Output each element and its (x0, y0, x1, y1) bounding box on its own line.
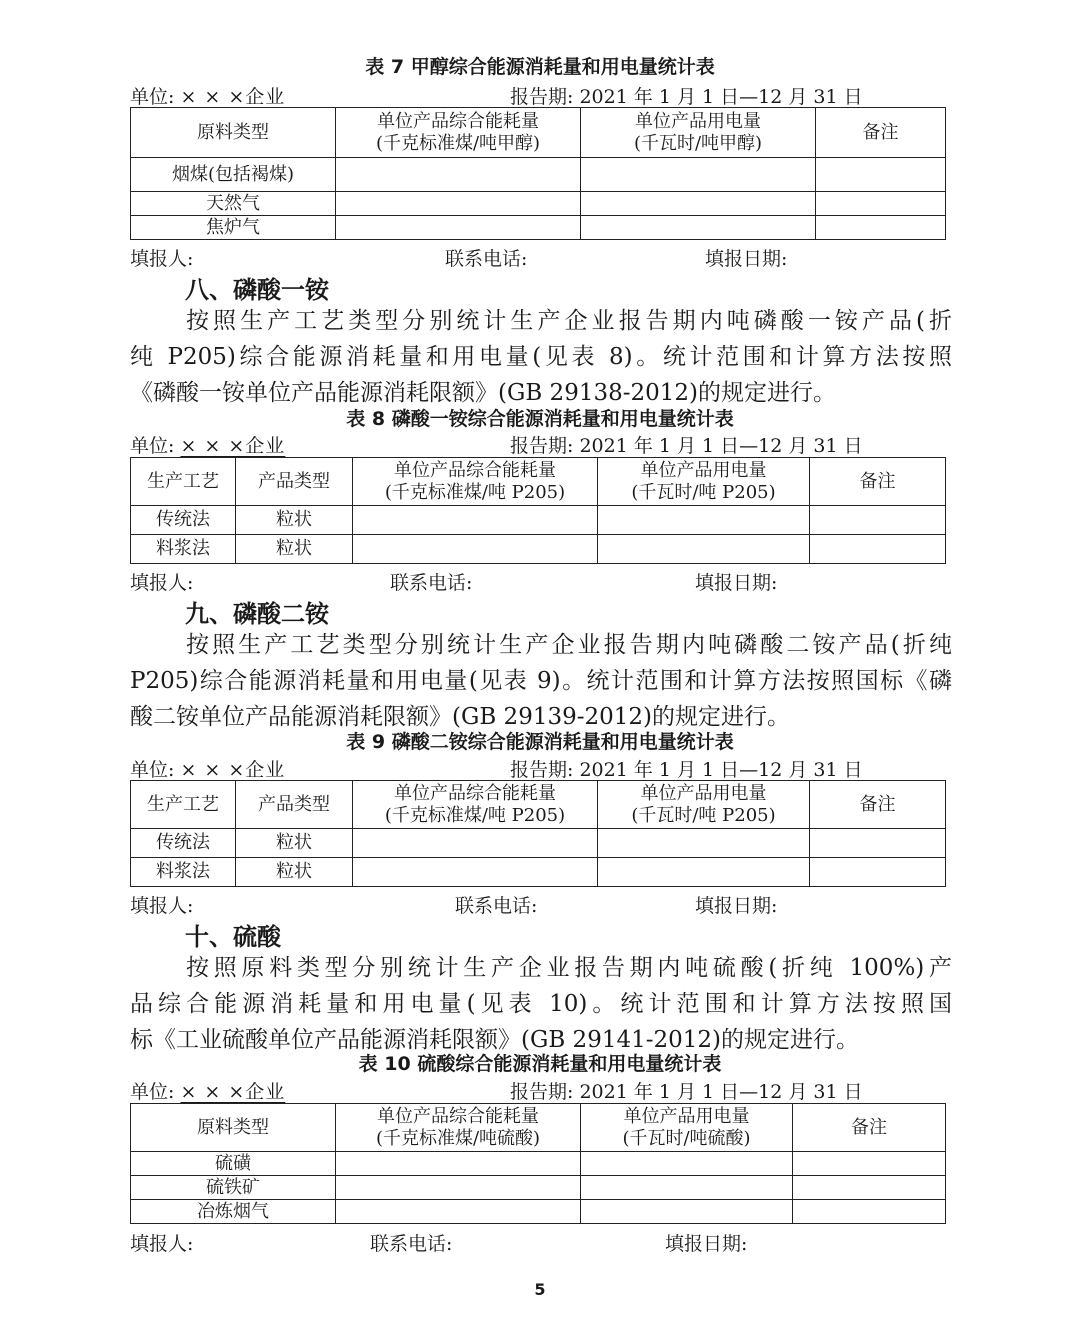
header-material-type: 原料类型 (131, 1104, 336, 1152)
unit-label: 单位: (130, 435, 175, 457)
energy-cell[interactable] (353, 858, 598, 887)
remarks-cell[interactable] (810, 506, 946, 535)
header-line: 单位产品用电量 (640, 782, 767, 804)
header-line: 单位产品用电量 (635, 110, 761, 132)
header-unit-line: (千瓦时/吨 P205) (631, 804, 776, 826)
section10-paragraph (130, 950, 952, 1058)
table7 (130, 107, 946, 240)
table-row (131, 858, 946, 887)
table8-phone: 联系电话: (390, 572, 473, 594)
process-cell: 传统法 (131, 506, 236, 535)
table7-date: 填报日期: (705, 248, 788, 270)
energy-cell[interactable] (336, 1176, 581, 1200)
electricity-cell[interactable] (581, 158, 816, 192)
electricity-cell[interactable] (581, 192, 816, 216)
electricity-cell[interactable] (598, 829, 810, 858)
row-label: 焦炉气 (131, 216, 336, 240)
unit-label: 单位: (130, 759, 175, 781)
row-label: 硫铁矿 (131, 1176, 336, 1200)
unit-value: × × ×企业 (180, 1081, 286, 1103)
product-cell: 粒状 (236, 829, 353, 858)
table7-caption: 表 7 甲醇综合能源消耗量和用电量统计表 (365, 56, 715, 78)
remarks-cell[interactable] (816, 216, 946, 240)
table-row (131, 192, 946, 216)
header-remarks: 备注 (810, 458, 946, 506)
remarks-cell[interactable] (810, 535, 946, 564)
energy-cell[interactable] (353, 535, 598, 564)
electricity-cell[interactable] (581, 1200, 793, 1224)
table9-phone: 联系电话: (455, 895, 538, 917)
table-row (131, 1152, 946, 1176)
energy-cell[interactable] (336, 158, 581, 192)
header-process: 生产工艺 (131, 781, 236, 829)
header-electricity (598, 781, 810, 829)
table10-caption: 表 10 硫酸综合能源消耗量和用电量统计表 (358, 1053, 722, 1075)
table9-unit (130, 755, 285, 782)
process-cell: 料浆法 (131, 535, 236, 564)
electricity-cell[interactable] (581, 1176, 793, 1200)
product-cell: 粒状 (236, 858, 353, 887)
energy-cell[interactable] (336, 192, 581, 216)
section8-paragraph (130, 303, 952, 411)
section10-heading: 十、硫酸 (185, 923, 281, 951)
table9-date: 填报日期: (695, 895, 778, 917)
table8-caption: 表 8 磷酸一铵综合能源消耗量和用电量统计表 (346, 408, 734, 430)
process-cell: 传统法 (131, 829, 236, 858)
header-process: 生产工艺 (131, 458, 236, 506)
header-energy-consumption (336, 108, 581, 158)
header-electricity (581, 108, 816, 158)
electricity-cell[interactable] (598, 506, 810, 535)
table8 (130, 457, 946, 564)
header-electricity (598, 458, 810, 506)
table10-unit (130, 1077, 285, 1104)
header-unit-line: (千克标准煤/吨硫酸) (375, 1127, 541, 1149)
table-row (131, 158, 946, 192)
header-unit-line: (千瓦时/吨甲醇) (633, 132, 763, 154)
header-product-type: 产品类型 (236, 458, 353, 506)
header-line: 单位产品综合能耗量 (394, 782, 556, 804)
header-unit-line: (千克标准煤/吨 P205) (384, 804, 566, 826)
section9-heading: 九、磷酸二铵 (185, 600, 329, 628)
energy-cell[interactable] (336, 1200, 581, 1224)
header-line: 单位产品综合能耗量 (394, 459, 556, 481)
unit-label: 单位: (130, 1081, 175, 1103)
table10-filler: 填报人: (130, 1233, 194, 1255)
paragraph-line: 《磷酸一铵单位产品能源消耗限额》(GB 29138-2012)的规定进行。 (130, 380, 837, 406)
row-label: 烟煤(包括褐煤) (131, 158, 336, 192)
energy-cell[interactable] (353, 506, 598, 535)
paragraph-line: 按照生产工艺类型分别统计生产企业报告期内吨磷酸一铵产品(折 (186, 308, 952, 334)
paragraph-line: 品综合能源消耗量和用电量(见表 10)。统计范围和计算方法按照国 (130, 991, 952, 1017)
header-energy-consumption (336, 1104, 581, 1152)
header-unit-line: (千瓦时/吨 P205) (631, 481, 776, 503)
energy-cell[interactable] (336, 1152, 581, 1176)
table-row (131, 829, 946, 858)
table-header-row (131, 108, 946, 158)
header-line: 单位产品用电量 (640, 459, 767, 481)
paragraph-line: 按照生产工艺类型分别统计生产企业报告期内吨磷酸二铵产品(折纯 (186, 632, 952, 658)
table9 (130, 780, 946, 887)
table8-date: 填报日期: (695, 572, 778, 594)
table-row (131, 1176, 946, 1200)
table-header-row (131, 458, 946, 506)
header-remarks: 备注 (793, 1104, 946, 1152)
remarks-cell[interactable] (793, 1152, 946, 1176)
electricity-cell[interactable] (598, 858, 810, 887)
row-label: 硫磺 (131, 1152, 336, 1176)
header-energy-consumption (353, 781, 598, 829)
paragraph-line: 标《工业硫酸单位产品能源消耗限额》(GB 29141-2012)的规定进行。 (130, 1027, 860, 1053)
header-unit-line: (千瓦时/吨硫酸) (622, 1127, 751, 1149)
header-electricity (581, 1104, 793, 1152)
paragraph-line: P205)综合能源消耗量和用电量(见表 9)。统计范围和计算方法按照国标《磷 (130, 668, 952, 694)
table10-phone: 联系电话: (370, 1233, 453, 1255)
remarks-cell[interactable] (810, 858, 946, 887)
table-row (131, 506, 946, 535)
table-header-row (131, 1104, 946, 1152)
table8-report-period: 报告期: 2021 年 1 月 1 日—12 月 31 日 (510, 435, 863, 457)
electricity-cell[interactable] (581, 216, 816, 240)
electricity-cell[interactable] (581, 1152, 793, 1176)
table8-unit (130, 431, 285, 458)
unit-value: × × ×企业 (180, 435, 286, 457)
table7-filler: 填报人: (130, 248, 194, 270)
table-row (131, 1200, 946, 1224)
paragraph-line: 纯 P205)综合能源消耗量和用电量(见表 8)。统计范围和计算方法按照 (130, 344, 952, 370)
table-header-row (131, 781, 946, 829)
paragraph-line: 酸二铵单位产品能源消耗限额》(GB 29139-2012)的规定进行。 (130, 704, 791, 730)
table7-unit (130, 82, 285, 109)
row-label: 天然气 (131, 192, 336, 216)
table-row (131, 535, 946, 564)
row-label: 冶炼烟气 (131, 1200, 336, 1224)
header-product-type: 产品类型 (236, 781, 353, 829)
header-line: 单位产品用电量 (623, 1105, 750, 1127)
table7-phone: 联系电话: (445, 248, 528, 270)
header-remarks: 备注 (810, 781, 946, 829)
header-remarks: 备注 (816, 108, 946, 158)
header-unit-line: (千克标准煤/吨 P205) (384, 481, 566, 503)
page-number: 5 (534, 1280, 546, 1299)
table8-filler: 填报人: (130, 572, 194, 594)
remarks-cell[interactable] (793, 1176, 946, 1200)
remarks-cell[interactable] (793, 1200, 946, 1224)
electricity-cell[interactable] (598, 535, 810, 564)
table10 (130, 1103, 946, 1224)
energy-cell[interactable] (336, 216, 581, 240)
header-line: 单位产品综合能耗量 (377, 1105, 539, 1127)
table10-date: 填报日期: (665, 1233, 748, 1255)
header-material-type: 原料类型 (131, 108, 336, 158)
table9-caption: 表 9 磷酸二铵综合能源消耗量和用电量统计表 (346, 731, 734, 753)
energy-cell[interactable] (353, 829, 598, 858)
unit-value: × × ×企业 (180, 86, 286, 108)
product-cell: 粒状 (236, 506, 353, 535)
paragraph-line: 按照原料类型分别统计生产企业报告期内吨硫酸(折纯 100%)产 (186, 955, 952, 981)
header-line: 单位产品综合能耗量 (377, 110, 539, 132)
section8-heading: 八、磷酸一铵 (185, 276, 329, 304)
table-row (131, 216, 946, 240)
product-cell: 粒状 (236, 535, 353, 564)
remarks-cell[interactable] (816, 158, 946, 192)
process-cell: 料浆法 (131, 858, 236, 887)
table10-report-period: 报告期: 2021 年 1 月 1 日—12 月 31 日 (510, 1081, 863, 1103)
unit-value: × × ×企业 (180, 759, 286, 781)
header-energy-consumption (353, 458, 598, 506)
remarks-cell[interactable] (816, 192, 946, 216)
table9-filler: 填报人: (130, 895, 194, 917)
remarks-cell[interactable] (810, 829, 946, 858)
header-unit-line: (千克标准煤/吨甲醇) (375, 132, 541, 154)
unit-label: 单位: (130, 86, 175, 108)
section9-paragraph (130, 627, 952, 735)
table9-report-period: 报告期: 2021 年 1 月 1 日—12 月 31 日 (510, 759, 863, 781)
table7-report-period: 报告期: 2021 年 1 月 1 日—12 月 31 日 (510, 86, 863, 108)
